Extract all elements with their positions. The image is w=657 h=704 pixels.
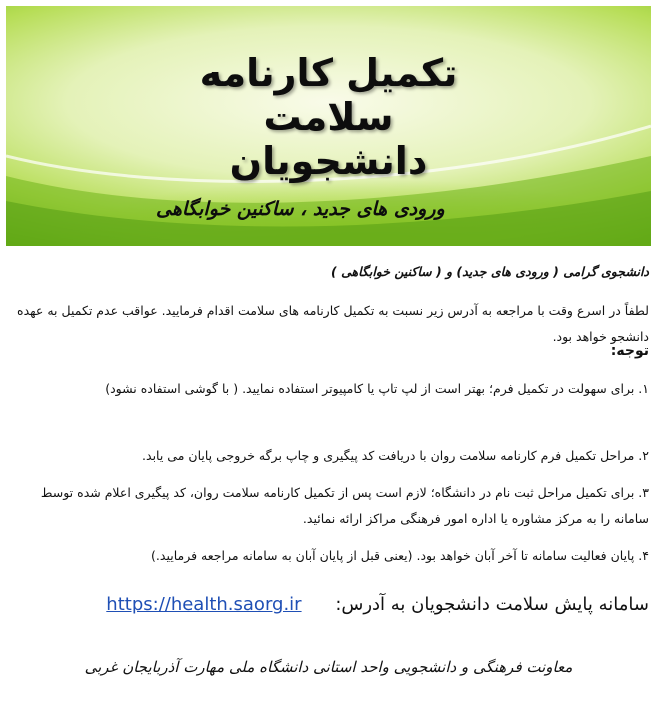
intro-paragraph: لطفاً در اسرع وقت با مراجعه به آدرس زیر نسبت به تکمیل کارنامه های سلامت اقدام فرمایید. عواقب عدم تکمیل به عهده دانشجو خواهد بود. [17,303,649,344]
banner-subtitle: ورودی های جدید ، ساکنین خوابگاهی [156,198,445,220]
note-heading: توجه: [610,343,649,359]
portal-label: سامانه پایش سلامت دانشجویان به آدرس: [335,594,649,615]
note-item-3: ۳. برای تکمیل مراحل ثبت نام در دانشگاه؛ لازم است پس از تکمیل کارنامه سلامت روان، کد پیگیری اعلام شده توسط سامانه را به مرکز مشاوره یا اداره امور فرهنگی مراکز ارائه نمائید. [40,485,649,526]
portal-address-row [9,590,649,620]
greeting: دانشجوی گرامی ( ورودی های جدید) و ( ساکنین خوابگاهی ) [331,264,649,279]
footer-text: معاونت فرهنگی و دانشجویی واحد استانی دانشگاه ملی مهارت آذربایجان غربی [84,658,573,676]
banner-title-line3: دانشجویان [229,139,428,183]
banner-title-line1: تکمیل کارنامه [199,51,458,95]
note-item-4: ۴. پایان فعالیت سامانه تا آخر آبان خواهد بود. (یعنی قبل از پایان آبان به سامانه مراجعه فرمایید.) [151,548,649,563]
banner-title-line2: سلامت [263,95,394,139]
note-item-1: ۱. برای سهولت در تکمیل فرم؛ بهتر است از لپ تاپ یا کامپیوتر استفاده نمایید. ( با گوشی استفاده نشود) [105,381,649,396]
note-item-2: ۲. مراحل تکمیل فرم کارنامه سلامت روان با دریافت کد پیگیری و چاپ برگه خروجی پایان می یابد. [142,448,649,463]
portal-link[interactable]: https://health.saorg.ir [106,594,302,615]
header-banner [6,6,651,246]
